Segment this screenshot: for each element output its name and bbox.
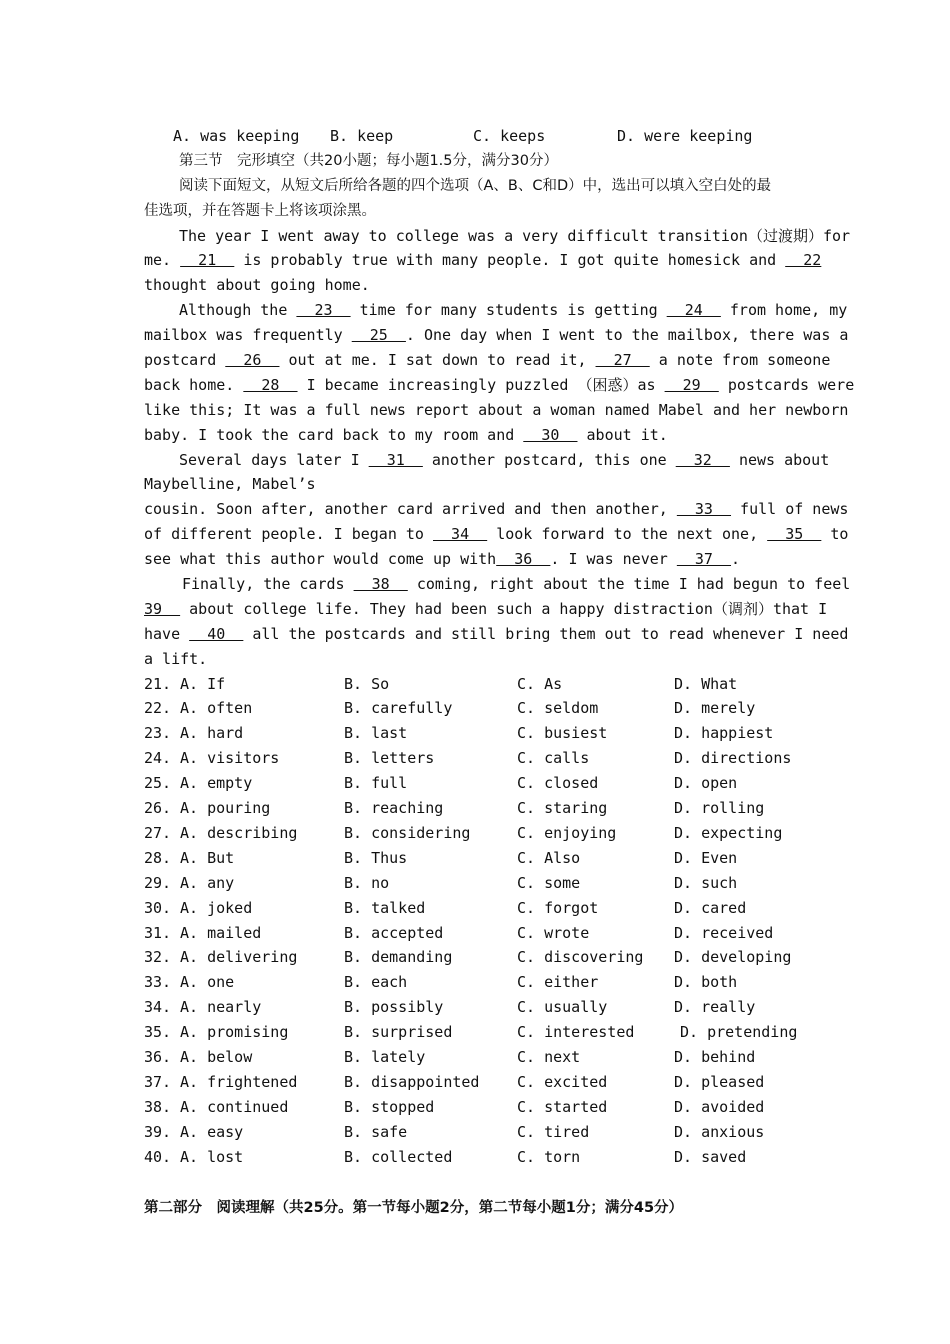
option-b: B. letters — [344, 749, 435, 768]
option-c: C. closed — [517, 774, 599, 793]
option-c: C. some — [517, 873, 581, 892]
option-row — [144, 746, 806, 771]
option-c: C. wrote — [517, 923, 590, 942]
option-c: C. started — [517, 1097, 608, 1116]
option-c: C. Also — [517, 848, 581, 867]
question-number: 22. — [144, 699, 172, 718]
question-number: 24. — [144, 749, 172, 768]
option-a: A. mailed — [180, 923, 262, 942]
passage-line: have 40 all the postcards and still bring them out to read whenever I need — [144, 624, 849, 643]
option-row — [144, 1120, 806, 1145]
option-c: C. usually — [517, 998, 608, 1017]
blank-24: 24 — [666, 301, 721, 320]
question-number: 26. — [144, 799, 172, 818]
option-row — [144, 846, 806, 871]
option-d: D. What — [674, 674, 738, 693]
option-b: B. reaching — [344, 799, 444, 818]
passage-line: mailbox was frequently 25 . One day when I went to the mailbox, there was a — [144, 326, 849, 345]
question-number: 32. — [144, 948, 172, 967]
option-row — [144, 1045, 806, 1070]
section-title: 第三节 完形填空（共20小题；每小题1.5分，满分30分） — [179, 152, 558, 169]
option-a: A. frightened — [180, 1072, 298, 1091]
option-b: B. no — [344, 873, 390, 892]
option-c: C. forgot — [517, 898, 599, 917]
option-b: B. lately — [344, 1047, 426, 1066]
option-row — [144, 1070, 806, 1095]
blank-38: 38 — [353, 575, 408, 594]
passage-line: see what this author would come up with 36 . I was never 37 . — [144, 550, 741, 569]
option-a: A. delivering — [180, 948, 298, 967]
blank-35: 35 — [767, 525, 822, 544]
option-a: A. pouring — [180, 799, 271, 818]
passage-line: of different people. I began to 34 look forward to the next one, 35 to — [144, 525, 849, 544]
option-a: A. below — [180, 1047, 253, 1066]
passage-line: cousin. Soon after, another card arrived and then another, 33 full of news — [144, 500, 849, 519]
blank-22: 22 — [785, 251, 822, 270]
option-a: A. But — [180, 848, 235, 867]
question-number: 21. — [144, 674, 172, 693]
option-b: B. accepted — [344, 923, 444, 942]
option-row — [144, 970, 806, 995]
option-b: B. safe — [344, 1122, 408, 1141]
question-number: 40. — [144, 1147, 172, 1166]
option-a: A. empty — [180, 774, 253, 793]
prev-option-a: A. was keeping — [173, 127, 300, 145]
option-row — [144, 871, 806, 896]
option-b: B. surprised — [344, 1023, 453, 1042]
blank-39: 39 — [144, 599, 181, 618]
option-a: A. one — [180, 973, 235, 992]
passage-line: The year I went away to college was a very difficult transition（过渡期）for — [179, 226, 851, 245]
option-d: D. directions — [674, 749, 792, 768]
option-d: D. rolling — [674, 799, 765, 818]
option-d: D. developing — [674, 948, 792, 967]
passage-line: thought about going home. — [144, 276, 370, 295]
section-instruction: 阅读下面短文，从短文后所给各题的四个选项（A、B、C和D）中，选出可以填入空白处的最 — [179, 177, 772, 194]
option-c: C. seldom — [517, 699, 599, 718]
option-c: C. discovering — [517, 948, 644, 967]
passage-line: back home. 28 I became increasingly puzzled （困惑）as 29 postcards were — [144, 375, 855, 394]
option-d: D. saved — [674, 1147, 747, 1166]
option-a: A. visitors — [180, 749, 280, 768]
option-d: D. avoided — [674, 1097, 765, 1116]
blank-32: 32 — [675, 450, 730, 469]
passage-line: like this; It was a full news report about a woman named Mabel and her newborn — [144, 400, 849, 419]
passage-line: me. 21 is probably true with many people. I got quite homesick and 22 — [144, 251, 822, 270]
prev-option-c: C. keeps — [473, 127, 546, 145]
option-c: C. excited — [517, 1072, 608, 1091]
question-number: 37. — [144, 1072, 172, 1091]
blank-29: 29 — [664, 375, 719, 394]
option-b: B. last — [344, 724, 408, 743]
prev-question-options — [144, 124, 806, 149]
options-list — [144, 672, 806, 1170]
option-d: D. pretending — [680, 1023, 798, 1042]
passage-line: postcard 26 out at me. I sat down to read it, 27 a note from someone — [144, 351, 831, 370]
passage-line: Maybelline, Mabel’s — [144, 475, 316, 494]
option-a: A. hard — [180, 724, 244, 743]
passage-line: Several days later I 31 another postcard, this one 32 news about — [179, 450, 830, 469]
exam-page — [144, 124, 855, 1169]
question-number: 33. — [144, 973, 172, 992]
option-c: C. As — [517, 674, 563, 693]
question-number: 27. — [144, 823, 172, 842]
option-d: D. pleased — [674, 1072, 765, 1091]
option-row — [144, 1095, 806, 1120]
option-row — [144, 721, 806, 746]
option-a: A. describing — [180, 823, 298, 842]
option-d: D. such — [674, 873, 738, 892]
option-d: D. expecting — [674, 823, 783, 842]
option-d: D. happiest — [674, 724, 774, 743]
option-b: B. each — [344, 973, 408, 992]
blank-33: 33 — [676, 500, 732, 519]
option-row — [144, 1020, 806, 1045]
option-c: C. calls — [517, 749, 590, 768]
blank-23: 23 — [296, 301, 351, 320]
question-number: 38. — [144, 1097, 172, 1116]
passage-line: baby. I took the card back to my room and 30 about it. — [144, 425, 668, 444]
part-two-title: 第二部分 阅读理解（共25分。第一节每小题2分，第二节每小题1分；满分45分） — [144, 1200, 684, 1216]
option-row — [144, 771, 806, 796]
option-d: D. behind — [674, 1047, 756, 1066]
option-a: A. promising — [180, 1023, 289, 1042]
question-number: 28. — [144, 848, 172, 867]
option-d: D. both — [674, 973, 738, 992]
option-row — [144, 672, 806, 697]
blank-25: 25 — [351, 326, 406, 345]
option-a: A. often — [180, 699, 253, 718]
option-row — [144, 1145, 806, 1170]
blank-36: 36 — [496, 550, 551, 569]
option-d: D. really — [674, 998, 756, 1017]
blank-34: 34 — [433, 525, 488, 544]
option-a: A. nearly — [180, 998, 262, 1017]
option-c: C. staring — [517, 799, 608, 818]
option-c: C. enjoying — [517, 823, 617, 842]
blank-26: 26 — [225, 351, 280, 370]
option-c: C. busiest — [517, 724, 608, 743]
option-a: A. If — [180, 674, 226, 693]
option-b: B. talked — [344, 898, 426, 917]
option-d: D. anxious — [674, 1122, 765, 1141]
blank-31: 31 — [368, 450, 423, 469]
question-number: 25. — [144, 774, 172, 793]
option-b: B. carefully — [344, 699, 453, 718]
question-number: 36. — [144, 1047, 172, 1066]
option-row — [144, 995, 806, 1020]
blank-40: 40 — [189, 624, 244, 643]
option-c: C. either — [517, 973, 599, 992]
option-b: B. So — [344, 674, 390, 693]
option-b: B. Thus — [344, 848, 408, 867]
passage-line: Finally, the cards 38 coming, right about the time I had begun to feel — [182, 575, 851, 594]
option-c: C. interested — [517, 1023, 635, 1042]
option-c: C. torn — [517, 1147, 581, 1166]
option-b: B. considering — [344, 823, 471, 842]
option-a: A. lost — [180, 1147, 244, 1166]
option-b: B. full — [344, 774, 408, 793]
option-b: B. stopped — [344, 1097, 435, 1116]
option-d: D. Even — [674, 848, 738, 867]
passage-line: 39 about college life. They had been such a happy distraction（调剂）that I — [144, 599, 828, 618]
question-number: 35. — [144, 1023, 172, 1042]
option-row — [144, 821, 806, 846]
option-row — [144, 945, 806, 970]
option-row — [144, 696, 806, 721]
option-a: A. continued — [180, 1097, 289, 1116]
question-number: 23. — [144, 724, 172, 743]
passage-line: Although the 23 time for many students is getting 24 from home, my — [179, 301, 848, 320]
option-row — [144, 896, 806, 921]
option-d: D. merely — [674, 699, 756, 718]
passage-line: a lift. — [144, 649, 208, 668]
option-a: A. any — [180, 873, 235, 892]
question-number: 39. — [144, 1122, 172, 1141]
question-number: 30. — [144, 898, 172, 917]
option-row — [144, 796, 806, 821]
question-number: 34. — [144, 998, 172, 1017]
option-b: B. demanding — [344, 948, 453, 967]
blank-21: 21 — [180, 251, 235, 270]
blank-30: 30 — [523, 425, 578, 444]
question-number: 29. — [144, 873, 172, 892]
option-row — [144, 921, 806, 946]
question-number: 31. — [144, 923, 172, 942]
option-c: C. tired — [517, 1122, 590, 1141]
option-b: B. collected — [344, 1147, 453, 1166]
option-b: B. disappointed — [344, 1072, 480, 1091]
blank-37: 37 — [676, 550, 732, 569]
option-d: D. cared — [674, 898, 747, 917]
option-a: A. joked — [180, 898, 253, 917]
blank-27: 27 — [595, 351, 650, 370]
prev-option-d: D. were keeping — [617, 127, 753, 145]
option-d: D. open — [674, 774, 738, 793]
prev-option-b: B. keep — [330, 127, 394, 145]
option-a: A. easy — [180, 1122, 244, 1141]
section-instruction-continued: 佳选项，并在答题卡上将该项涂黑。 — [144, 202, 376, 219]
option-d: D. received — [674, 923, 774, 942]
option-c: C. next — [517, 1047, 581, 1066]
option-b: B. possibly — [344, 998, 444, 1017]
blank-28: 28 — [243, 375, 298, 394]
